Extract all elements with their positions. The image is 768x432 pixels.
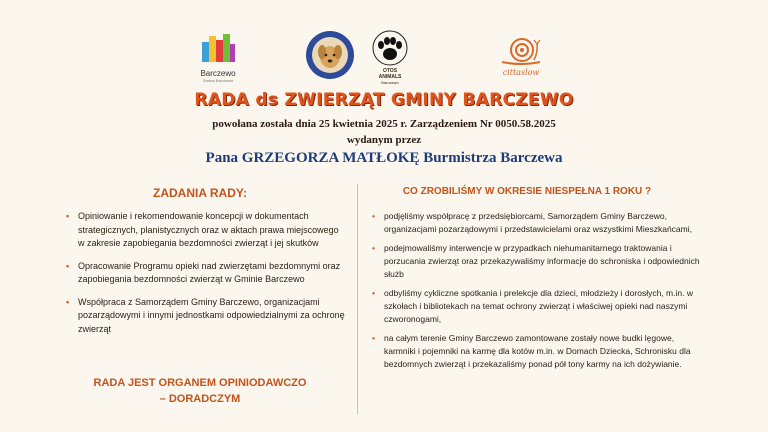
advisory-note-line1: RADA JEST ORGANEM OPINIODAWCZO <box>93 377 307 389</box>
list-item-text: podejmowaliśmy interwencje w przypadkach niehumanitarnego traktowania i porzucania zwierząt oraz przekazywaliśmy informacje do schroniska i odpowiednich służb <box>384 243 700 279</box>
appointment-line: powołana została dnia 25 kwietnia 2025 r. Zarządzeniem Nr 0050.58.2025 <box>212 118 556 130</box>
list-item-text: na całym terenie Gminy Barczewo zamontowane zostały nowe budki lęgowe, karmniki i pojemniki na karmę dla kotów m.in. w Domach Dziecka, Schronisku dla bezdomnych zwierząt i przekazaliśmy ponad pół tony karmy na ich dożywianie. <box>384 333 691 369</box>
achievements-list <box>372 210 702 377</box>
list-item-text: Współpraca z Samorządem Gminy Barczewo, organizacjami pozarządowymi i innymi jednostkami odpowiedzialnymi za ochronę zwierząt <box>78 296 345 334</box>
otos-logo-line2: ANIMALS <box>378 74 402 80</box>
logos-bar <box>0 24 768 84</box>
barczewo-logo <box>198 32 238 83</box>
issued-by-line: wydanym przez <box>346 134 422 146</box>
bullet-icon: • <box>372 211 375 221</box>
list-item-text: Opiniowanie i rekomendowanie koncepcji w dokumentach strategicznych, planistycznych oraz w aktach prawa miejscowego w zakresie zapobiegania bezdomności zwierząt i jej skutków <box>78 211 339 248</box>
advisory-note <box>60 375 340 407</box>
szkoda-animals-logo <box>305 30 355 80</box>
bullet-icon: • <box>372 288 375 298</box>
list-item <box>372 242 702 281</box>
bullet-icon: • <box>372 243 375 253</box>
cittaslow-logo <box>496 34 546 80</box>
barczewo-logo-tagline: Gmina Barczewo <box>202 78 234 83</box>
list-item-text: Opracowanie Programu opieki nad zwierzętami bezdomnymi oraz zapobiegania bezdomności zwierząt w Gminie Barczewo <box>78 260 341 284</box>
right-heading: CO ZROBILIŚMY W OKRESIE NIESPEŁNA 1 ROKU ? <box>402 186 652 197</box>
bullet-icon: • <box>66 211 70 221</box>
dog-badge-icon <box>305 30 355 80</box>
list-item <box>372 287 702 326</box>
bullet-icon: • <box>66 296 70 307</box>
list-item <box>66 210 346 251</box>
list-item-text: podjęliśmy współpracę z przedsiębiorcami, Samorządem Gminy Barczewo, organizacjami pozarządowymi i przedstawicielami oraz wszystkimi Mieszkańcami, <box>384 211 692 234</box>
list-item <box>372 332 702 371</box>
left-heading: ZADANIA RADY: <box>153 186 247 200</box>
otos-logo-line3: Barczewo <box>381 80 399 85</box>
advisory-note-line2: – DORADCZYM <box>159 393 241 405</box>
list-item <box>66 296 346 337</box>
otos-animals-logo <box>365 30 415 86</box>
barczewo-logo-name: Barczewo <box>200 69 236 78</box>
paw-icon <box>365 30 415 68</box>
bullet-icon: • <box>372 333 375 343</box>
otos-logo-line1: OTOS <box>382 68 398 74</box>
bullet-icon: • <box>66 260 70 271</box>
page-title: RADA ds ZWIERZĄT GMINY BARCZEWO <box>194 90 574 110</box>
cittaslow-logo-name: cittaslow <box>502 68 540 77</box>
castle-icon <box>198 32 238 62</box>
mayor-name: Pana GRZEGORZA MATŁOKĘ Burmistrza Barczewa <box>205 150 563 166</box>
snail-icon <box>496 34 546 68</box>
tasks-list <box>66 210 346 345</box>
list-item <box>66 260 346 287</box>
list-item <box>372 210 702 236</box>
list-item-text: odbyliśmy cykliczne spotkania i prelekcje dla dzieci, młodzieży i dorosłych, m.in. w szkołach i bibliotekach na temat ochrony zwierząt i właściwej opieki nad naszymi czworonogami, <box>384 288 693 324</box>
column-divider <box>357 184 358 414</box>
